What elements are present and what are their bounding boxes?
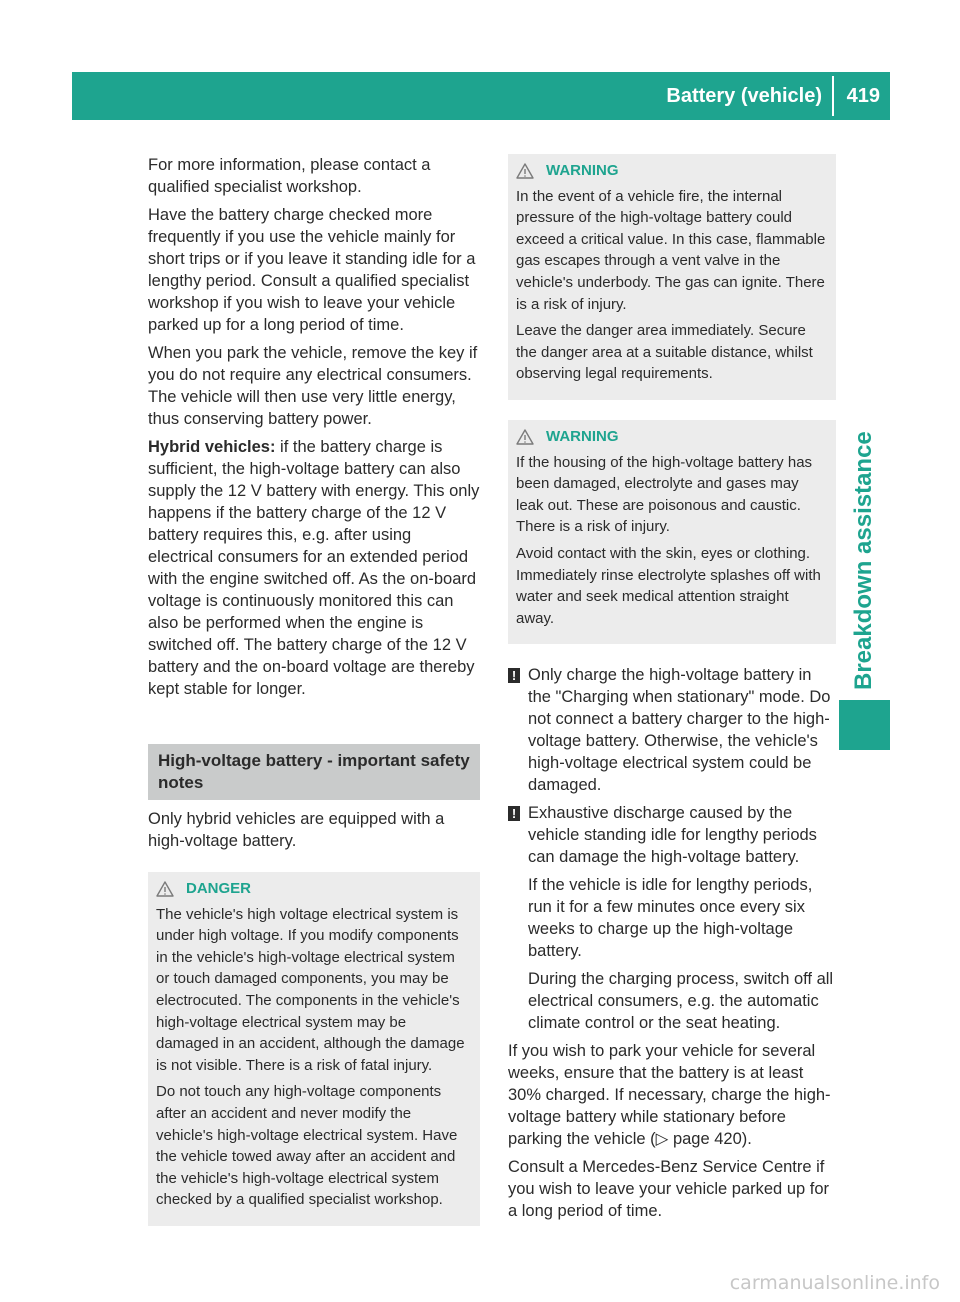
warning-triangle-icon — [516, 163, 534, 179]
page-ref[interactable]: page 420). — [668, 1130, 752, 1149]
park-text: If you wish to park your vehicle for several weeks, ensure that the battery is at least 30% charged. If necessary, charge the high-voltage battery while stationary before parking the vehicle ( — [508, 1042, 831, 1149]
exclamation-icon: ! — [508, 668, 520, 683]
paragraph: Only hybrid vehicles are equipped with a high-voltage battery. — [148, 810, 445, 850]
note-text: Only charge the high-voltage battery in the "Charging when stationary" mode. Do not connect a battery charger to the high-voltage battery. Otherwise, the vehicle's high-voltage electrical system could be damaged. — [528, 666, 831, 795]
page-header — [72, 72, 890, 120]
section-heading: High-voltage battery - important safety notes — [148, 744, 480, 800]
left-column — [148, 154, 480, 1246]
paragraph: Have the battery charge checked more frequently if you use the vehicle mainly for short trips or if you leave it standing idle for a lengthy period. Consult a qualified specialist workshop if you wish to leave your vehicle parked up for a long period of time. — [148, 206, 476, 334]
warning-triangle-icon — [516, 429, 534, 445]
warning-instruction: Leave the danger area immediately. Secure the danger area at a suitable distance, whilst observing legal requirements. — [516, 322, 813, 383]
warning-text: If the housing of the high-voltage battery has been damaged, electrolyte and gases may leak out. These are poisonous and caustic. There is a risk of injury. — [516, 453, 813, 536]
paragraph-hybrid — [148, 436, 480, 700]
danger-instruction: Do not touch any high-voltage components after an accident and never modify the vehicle's high-voltage electrical system. Have the vehicle towed away after an accident and the vehicle's high-voltage electrical system checked by a qualified specialist workshop. — [156, 1083, 458, 1209]
hybrid-label: Hybrid vehicles: — [148, 438, 276, 456]
side-tab-label: Breakdown assistance — [850, 431, 877, 690]
header-divider — [832, 76, 834, 116]
warning-box-electrolyte — [508, 420, 836, 644]
hybrid-text: if the battery charge is sufficient, the high-voltage battery can also supply the 12 V battery with energy. This only happens if the battery charge of the 12 V battery requires this, e.g. after using electrical consumers for an extended period with the engine switched off. As the on-board voltage is continuously monitored this can also be performed when the engine is switched off. The battery charge of the 12 V battery and the on-board voltage are thereby kept stable for longer. — [148, 438, 480, 698]
header-title: Battery (vehicle) — [666, 85, 822, 107]
exclamation-icon: ! — [508, 806, 520, 821]
page-number: 419 — [846, 85, 880, 107]
warning-label: WARNING — [546, 162, 619, 179]
warning-box-fire — [508, 154, 836, 400]
warning-label: WARNING — [546, 427, 619, 445]
note-discharge — [508, 802, 836, 1034]
danger-box — [148, 872, 480, 1226]
note-text: If the vehicle is idle for lengthy periods, run it for a few minutes once every six weeks to charge up the high-voltage battery. — [528, 876, 813, 961]
section-marker — [839, 700, 890, 750]
paragraph: When you park the vehicle, remove the key if you do not require any electrical consumers. The vehicle will then use very little energy, thus conserving battery power. — [148, 344, 478, 428]
warning-triangle-icon — [156, 881, 174, 897]
danger-label: DANGER — [186, 880, 252, 897]
warning-instruction: Avoid contact with the skin, eyes or clothing. Immediately rinse electrolyte splashes off with water and seek medical attention straight away. — [516, 544, 821, 627]
note-text: During the charging process, switch off all electrical consumers, e.g. the automatic climate control or the seat heating. — [528, 970, 834, 1033]
note-charging — [508, 664, 836, 796]
warning-text: In the event of a vehicle fire, the internal pressure of the high-voltage battery could exceed a critical value. In this case, flammable gas escapes through a vent valve in the vehicle's underbody. The gas can ignite. There is a risk of injury. — [516, 187, 826, 313]
page-ref-arrow-icon: ▷ — [655, 1130, 669, 1149]
note-text: Exhaustive discharge caused by the vehicle standing idle for lengthy periods can damage the high-voltage battery. — [528, 804, 817, 867]
paragraph-park — [508, 1040, 836, 1150]
section-side-tab — [839, 120, 890, 750]
paragraph: For more information, please contact a qualified specialist workshop. — [148, 156, 431, 196]
right-column — [508, 154, 836, 1228]
paragraph: Consult a Mercedes-Benz Service Centre if you wish to leave your vehicle parked up for a long period of time. — [508, 1158, 830, 1221]
watermark: carmanualsonline.info — [729, 1272, 940, 1294]
danger-text: The vehicle's high voltage electrical system is under high voltage. If you modify components in the vehicle's high-voltage electrical system or touch damaged components, you may be electrocuted. The components in the vehicle's high-voltage electrical system may be damaged in an accident, although the damage is not visible. There is a risk of fatal injury. — [156, 905, 465, 1074]
